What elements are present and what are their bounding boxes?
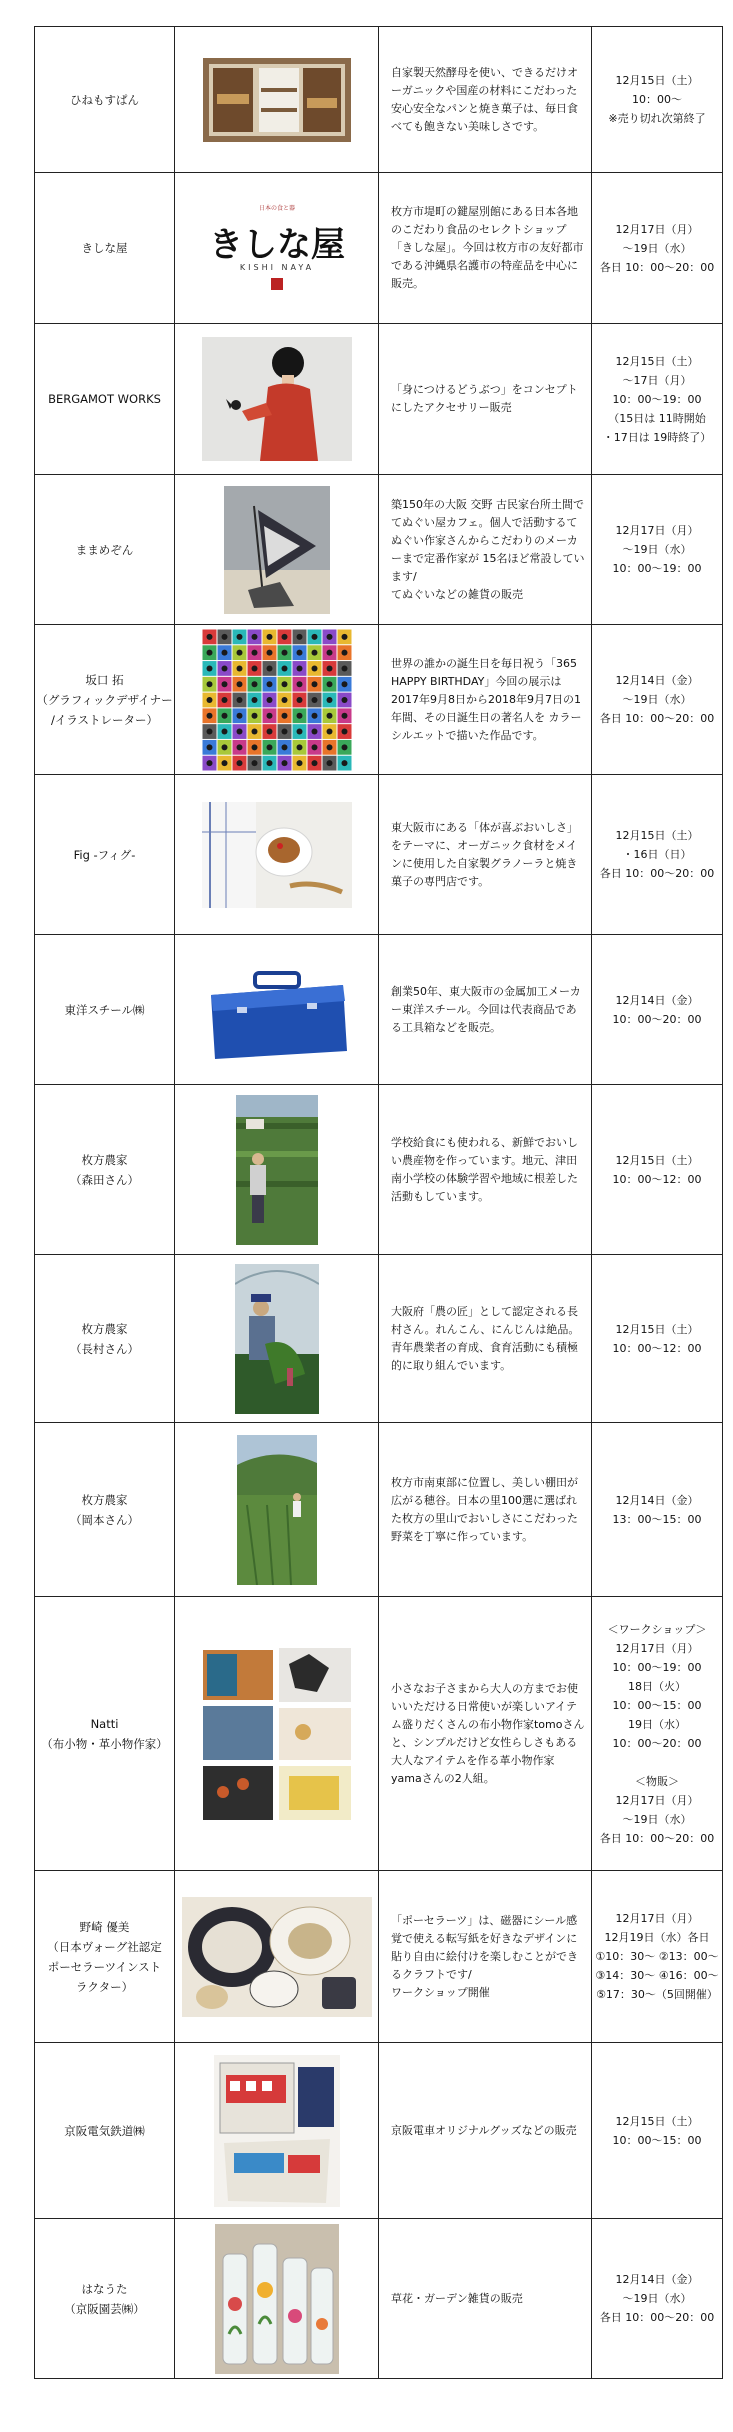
vendor-description: 世界の誰かの誕生日を毎日祝う「365 HAPPY BIRTHDAY」今回の展示は2017年9月8日から2018年9月7日の1年間、その日誕生日の著名人を カラーシルエットで描いた作品です。 — [379, 625, 592, 775]
vendor-name: Fig -フィグ- — [35, 775, 175, 935]
vendor-name: 坂口 拓 （グラフィックデザイナー /イラストレーター） — [35, 625, 175, 775]
vendor-name: 枚方農家 （森田さん） — [35, 1085, 175, 1255]
vendor-description: 大阪府「農の匠」として認定される長村さん。れんこん、にんじんは絶品。青年農業者の育成、食育活動にも積極的に取り組んでいます。 — [379, 1255, 592, 1423]
vendor-date: 12月15日（土） 10：00～ ※売り切れ次第終了 — [592, 27, 723, 173]
vendor-name: 東洋スチール㈱ — [35, 935, 175, 1085]
table-row — [35, 27, 723, 173]
vendor-name: はなうた （京阪園芸㈱） — [35, 2219, 175, 2379]
vendor-name: BERGAMOT WORKS — [35, 324, 175, 475]
vendor-date: 12月17日（月） ～19日（水） 各日 10：00～20：00 — [592, 173, 723, 324]
vendor-date: 12月15日（土） 10：00～12：00 — [592, 1255, 723, 1423]
vendor-date: 12月15日（土） ～17日（月） 10：00～19：00 （15日は 11時開始 ・17日は 19時終了） — [592, 324, 723, 475]
vendor-description: 「身につけるどうぶつ」をコンセプトにしたアクセサリー販売 — [379, 324, 592, 475]
vendor-description: 草花・ガーデン雑貨の販売 — [379, 2219, 592, 2379]
vendor-description: 京阪電車オリジナルグッズなどの販売 — [379, 2043, 592, 2219]
vendor-description: 「ポーセラーツ」は、磁器にシール感覚で使える転写紙を好きなデザインに貼り自由に絵付けを楽しむことができるクラフトです/ ワークショップ開催 — [379, 1871, 592, 2043]
vendor-description: 築150年の大阪 交野 古民家台所土間でてぬぐい屋カフェ。個人で活動するてぬぐい作家さんからこだわりのメーカーまで定番作家が 15名ほど常設しています/ てぬぐいなどの雑貨の販売 — [379, 475, 592, 625]
farmer-greenhouse-photo — [235, 1264, 319, 1414]
table-row — [35, 475, 723, 625]
table-row — [35, 775, 723, 935]
table-row — [35, 1597, 723, 1871]
table-row — [35, 625, 723, 775]
vendor-description: 小さなお子さまから大人の方までお使いいただける日常使いが楽しいアイテム盛りだくさんの布小物作家tomoさんと、シンプルだけど女性らしさもある大人なアイテムを作る革小物作家yamaさんの2人組。 — [379, 1597, 592, 1871]
vendor-name: 野崎 優美 （日本ヴォーグ社認定 ポーセラーツインスト ラクター） — [35, 1871, 175, 2043]
vendor-table — [34, 26, 723, 2379]
vendor-name: 京阪電気鉄道㈱ — [35, 2043, 175, 2219]
vendor-date: 12月15日（土） 10：00～12：00 — [592, 1085, 723, 1255]
terraced-field-photo — [237, 1435, 317, 1585]
table-row — [35, 1085, 723, 1255]
vendor-date: 12月15日（土） 10：00～15：00 — [592, 2043, 723, 2219]
vendor-date: 12月14日（金） ～19日（水） 各日 10：00～20：00 — [592, 625, 723, 775]
table-row — [35, 2043, 723, 2219]
vendor-description: 枚方市南東部に位置し、美しい棚田が広がる穂谷。日本の里100選に選ばれた枚方の里山でおいしさにこだわった野菜を丁寧に作っています。 — [379, 1423, 592, 1597]
vendor-description: 枚方市堤町の鍵屋別館にある日本各地のこだわり食品のセレクトショップ「きしな屋」。今回は枚方市の友好都市である沖縄県名護市の特産品を中心に販売。 — [379, 173, 592, 324]
vendor-date: ＜ワークショップ＞ 12月17日（月） 10：00～19：00 18日（火） 10：00～15：00 19日（水） 10：00～20：00 ＜物販＞ 12月17日（月） ～19日（水） 各日 10：00～20：00 — [592, 1597, 723, 1871]
flower-bottles-photo — [215, 2224, 339, 2374]
vendor-date: 12月15日（土） ・16日（日） 各日 10：00～20：00 — [592, 775, 723, 935]
porcelain-dishes-photo — [182, 1897, 372, 2017]
table-row — [35, 935, 723, 1085]
vendor-name: ひねもすぱん — [35, 27, 175, 173]
fabric-leather-goods-photo — [199, 1644, 355, 1824]
vendor-description: 創業50年、東大阪市の金属加工メーカー東洋スチール。今回は代表商品である工具箱などを販売。 — [379, 935, 592, 1085]
logo-kana-text: きしな屋 — [208, 225, 345, 265]
keihan-goods-photo — [214, 2055, 340, 2207]
table-row — [35, 173, 723, 324]
bakery-shelf-photo — [203, 58, 351, 142]
vendor-date: 12月14日（金） ～19日（水） 各日 10：00～20：00 — [592, 2219, 723, 2379]
vendor-name: 枚方農家 （長村さん） — [35, 1255, 175, 1423]
vendor-date: 12月14日（金） 13：00～15：00 — [592, 1423, 723, 1597]
table-row — [35, 2219, 723, 2379]
table-row — [35, 1423, 723, 1597]
table-row — [35, 1255, 723, 1423]
vendor-name: きしな屋 — [35, 173, 175, 324]
vendor-description: 東大阪市にある「体が喜ぶおいしさ」をテーマに、オーガニック食材をメインに使用した自家製グラノーラと焼き菓子の専門店です。 — [379, 775, 592, 935]
table-row — [35, 324, 723, 475]
logo-latin-text: KISHI NAYA — [239, 263, 314, 272]
silhouette-grid-artwork — [202, 629, 352, 771]
woman-with-bird-photo — [202, 337, 352, 461]
logo-small-text: 日本の食と器 — [258, 205, 295, 212]
table-row — [35, 1871, 723, 2043]
kishinaya-logo — [199, 198, 355, 298]
granola-bowl-photo — [202, 802, 352, 908]
vendor-description: 自家製天然酵母を使い、できるだけオーガニックや国産の材料にこだわった安心安全なパンと焼き菓子は、毎日食べても飽きない美味しさです。 — [379, 27, 592, 173]
vendor-date: 12月17日（月） ～19日（水） 10：00～19：00 — [592, 475, 723, 625]
vendor-name: ままめぞん — [35, 475, 175, 625]
blue-toolbox-photo — [197, 955, 357, 1065]
vendor-date: 12月17日（月） 12月19日（水）各日 ①10：30～ ②13：00～ ③14：30～ ④16：00～ ⑤17：30～（5回開催） — [592, 1871, 723, 2043]
vendor-date: 12月14日（金） 10：00～20：00 — [592, 935, 723, 1085]
vendor-name: Natti （布小物・革小物作家） — [35, 1597, 175, 1871]
farmer-field-photo — [236, 1095, 318, 1245]
vendor-description: 学校給食にも使われる、新鮮でおいしい農産物を作っています。地元、津田南小学校の体験学習や地域に根差した活動もしています。 — [379, 1085, 592, 1255]
vendor-name: 枚方農家 （岡本さん） — [35, 1423, 175, 1597]
tenugui-flag-photo — [224, 486, 330, 614]
